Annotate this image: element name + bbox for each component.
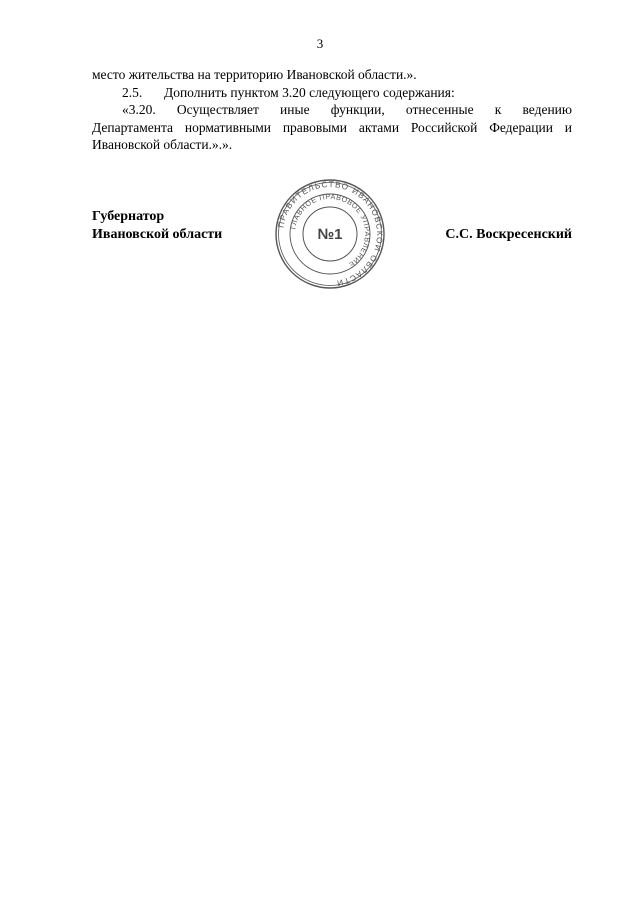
seal-inner-text: ГЛАВНОЕ ПРАВОВОЕ УПРАВЛЕНИЕ — [288, 191, 373, 270]
page-number: 3 — [316, 36, 324, 51]
quote-line-1: «3.20. Осуществляет иные функции, отнесенные к ведению — [122, 102, 572, 117]
quote-line-2: Департамента нормативными правовыми актами Российской Федерации и — [92, 119, 572, 135]
list-item-text: Дополнить пунктом 3.20 следующего содержания: — [164, 84, 455, 100]
list-item-number: 2.5. — [122, 84, 143, 100]
seal-center-text: №1 — [317, 226, 343, 243]
paragraph-continuation: место жительства на территорию Ивановской области.». — [92, 67, 417, 82]
seal-outer-text: ПРАВИТЕЛЬСТВО ИВАНОВСКОЙ ОБЛАСТИ — [276, 179, 385, 288]
list-item-2-5 — [92, 84, 572, 102]
signatory-position — [92, 208, 222, 244]
quote-line-3: Ивановской области.».». — [92, 137, 233, 152]
official-seal-stamp — [270, 178, 390, 290]
signatory-name: С.С. Воскресенский — [445, 227, 572, 242]
signatory-region: Ивановской области — [92, 227, 223, 242]
signatory-title: Губернатор — [92, 209, 165, 224]
document-body — [92, 66, 572, 154]
